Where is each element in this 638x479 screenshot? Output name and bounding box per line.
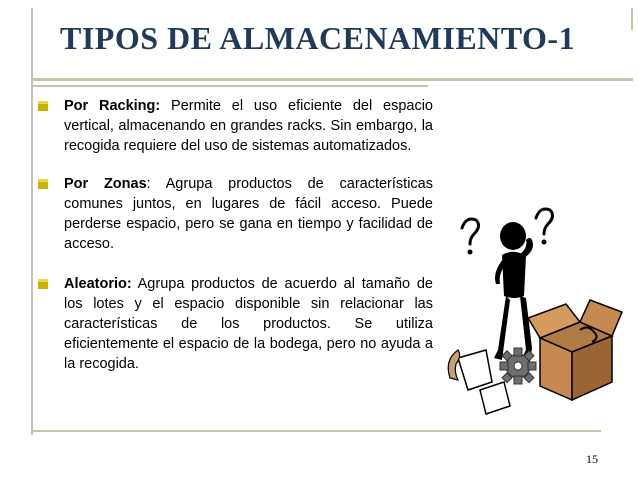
bullet-heading: Aleatorio: xyxy=(64,276,132,292)
bullet-square-icon xyxy=(38,101,48,111)
content-rule xyxy=(33,85,428,87)
gear-icon xyxy=(500,348,536,384)
slide-frame-bottom xyxy=(31,430,601,432)
bullet-heading: Por Racking: xyxy=(64,98,161,114)
bullet-square-icon xyxy=(38,179,48,189)
open-box-icon xyxy=(528,300,622,400)
person-figure xyxy=(494,222,533,362)
bullet-text: Permite el uso eficiente del espacio vertical, almacenando en grandes racks. Sin embargo, la recogida requiere del uso de sistemas automatizados. xyxy=(64,98,433,154)
bullet-item-racking xyxy=(33,96,433,156)
slide-title: TIPOS DE ALMACENAMIENTO-1 xyxy=(60,20,576,56)
bullet-list xyxy=(33,96,433,392)
bullet-text: Agrupa productos de acuerdo al tamaño de los lotes y el espacio disponible sin relacionar las características de los productos. Se utiliza eficientemente el espacio de la bodega, pero no ayuda a la recogida. xyxy=(64,276,433,372)
page-number: 15 xyxy=(586,452,598,466)
bullet-heading: Por Zonas xyxy=(64,176,147,192)
papers-icon xyxy=(458,350,510,414)
bullet-item-aleatorio xyxy=(33,274,433,374)
confused-person-clipart xyxy=(440,200,625,420)
slide-frame-right xyxy=(631,8,633,30)
bullet-item-zonas xyxy=(33,174,433,254)
bullet-text: : Agrupa productos de características comunes juntos, en lugares de fácil acceso. Puede perderse espacio, pero se gana en tiempo y facilidad de acceso. xyxy=(64,176,433,252)
title-rule xyxy=(33,78,633,81)
bullet-square-icon xyxy=(38,279,48,289)
